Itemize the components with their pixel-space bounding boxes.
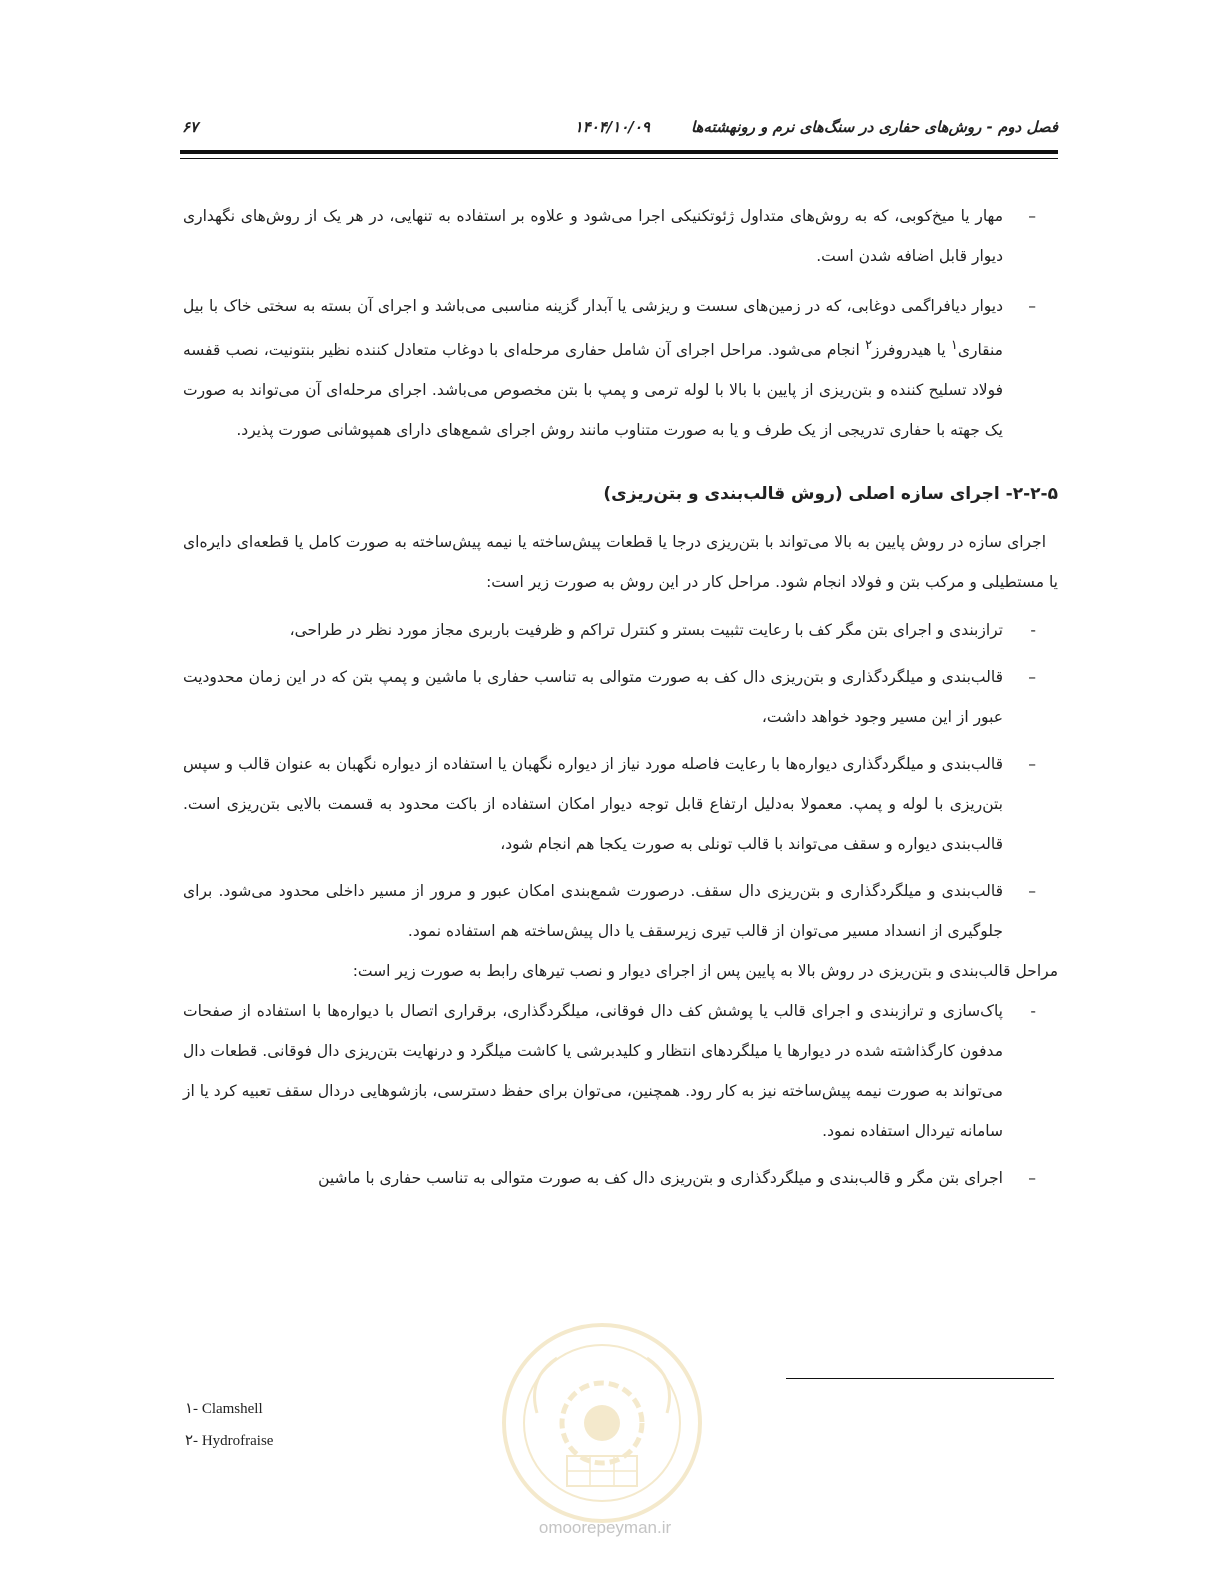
header-date: ۱۴۰۴/۱۰/۰۹ xyxy=(574,118,650,136)
seal-logo-icon xyxy=(497,1318,707,1528)
footnotes xyxy=(185,1393,273,1457)
list-item-text: قالب‌بندی و میلگردگذاری و بتن‌ریزی دال کف به صورت متوالی به تناسب حفاری با ماشین و پمپ بتن که در این زمان محدودیت عبور از این مسیر وجود خواهد داشت، xyxy=(183,668,1003,727)
bullet-list-retaining xyxy=(183,196,1058,450)
footnote-text: Hydrofraise xyxy=(201,1433,274,1449)
list-item xyxy=(183,871,1058,951)
chapter-title: فصل دوم - روش‌های حفاری در سنگ‌های نرم و رونهشته‌ها xyxy=(690,118,1058,136)
running-header xyxy=(180,118,1058,148)
list-item xyxy=(183,286,1058,450)
list-item xyxy=(183,744,1058,864)
footnote-text: Clamshell xyxy=(201,1401,263,1417)
list-item-text xyxy=(183,297,1003,439)
top-down-paragraph: مراحل قالب‌بندی و بتن‌ریزی در روش بالا به پایین پس از اجرای دیوار و نصب تیرهای رابط به صورت زیر است: xyxy=(352,962,1058,981)
list-item-text: مهار یا میخ‌کوبی، که به روش‌های متداول ژئوتکنیکی اجرا می‌شود و علاوه بر استفاده به تنهایی، در هر یک از روش‌های نگهداری دیوار قابل اضافه شدن است. xyxy=(183,207,1003,265)
dash-bullet: - xyxy=(1030,621,1036,640)
list-item-text-part: یا هیدروفرز xyxy=(872,341,951,360)
dash-bullet: – xyxy=(1028,882,1036,901)
footnote-ref-2: ۲ xyxy=(865,338,872,353)
footnote-marker: ۲- xyxy=(185,1433,199,1449)
list-item xyxy=(183,1158,1058,1198)
dash-bullet: – xyxy=(1028,1169,1036,1188)
bullet-list-bottom-up xyxy=(183,610,1058,951)
intro-paragraph: اجرای سازه در روش پایین به بالا می‌تواند با بتن‌ریزی درجا یا قطعات پیش‌ساخته یا نیمه پیش‌ساخته به صورت کامل یا قطعه‌ای دایره‌ای یا مستطیلی و مرکب بتن و فولاد انجام شود. مراحل کار در این روش به صورت زیر است: xyxy=(183,533,1058,592)
dash-bullet: – xyxy=(1028,755,1036,774)
page-number: ۶۷ xyxy=(182,118,199,136)
header-rule-thin xyxy=(180,158,1058,159)
header-rule-thick xyxy=(180,150,1058,154)
list-item-text: پاک‌سازی و ترازبندی و اجرای قالب یا پوشش کف دال فوقانی، میلگردگذاری، برقراری اتصال با دیواره‌ها با استفاده از صفحات مدفون کارگذاشته شده در دیوارها یا میلگردهای انتظار و کلیدبرشی یا کاشت میلگرد و درنهایت بتن‌ریزی دال فوقانی. قطعات دال می‌تواند به صورت نیمه پیش‌ساخته نیز به کار رود. همچنین، می‌توان برای حفظ دسترسی، بازشوهایی دردال سقف تعبیه کرد یا از سامانه تیردال استفاده نمود. xyxy=(183,1002,1003,1141)
list-item-text: اجرای بتن مگر و قالب‌بندی و میلگردگذاری و بتن‌ریزی دال کف به صورت متوالی به تناسب حفاری با ماشین xyxy=(318,1169,1003,1188)
dash-bullet: – xyxy=(1028,297,1036,315)
list-item-text-part: انجام می‌شود. مراحل اجرای آن شامل حفاری مرحله‌ای با دوغاب متعادل کننده نظیر بنتونیت، نصب قفسه فولاد تسلیح کننده و بتن‌ریزی از پایین با بالا با لوله ترمی و پمپ با بتن مخصوص می‌باشد. اجرای مرحله‌ای آن می‌تواند به صورت یک جهته با حفاری تدریجی از یک طرف و یا به صورت متناوب مانند روش اجرای شمع‌های دارای همپوشانی صورت پذیرد. xyxy=(183,341,1003,440)
list-item xyxy=(183,991,1058,1151)
list-item-text: قالب‌بندی و میلگردگذاری دیواره‌ها با رعایت فاصله مورد نیاز از دیواره نگهبان یا استفاده از دیواره نگهبان به عنوان قالب و سپس بتن‌ریزی با لوله و پمپ. معمولا به‌دلیل ارتفاع قابل توجه دیوار امکان استفاده از باکت محدود به قسمت بالایی بتن‌ریزی است. قالب‌بندی دیواره و سقف می‌تواند با قالب تونلی به صورت یکجا هم انجام شود، xyxy=(183,755,1003,854)
list-item-text: قالب‌بندی و میلگردگذاری و بتن‌ریزی دال سقف. درصورت شمع‌بندی امکان عبور و مرور از مسیر داخلی محدود می‌شود. برای جلوگیری از انسداد مسیر می‌توان از قالب تیری زیرسقف یا دال پیش‌ساخته هم استفاده نمود. xyxy=(183,882,1003,941)
list-item-text-part: دیوار دیافراگمی دوغابی، که در زمین‌های سست و ریزشی یا آبدار گزینه مناسبی می‌باشد و اجرای آن بسته به سختی خاک با بیل منقاری xyxy=(183,297,1003,360)
list-item xyxy=(183,610,1058,650)
list-item xyxy=(183,196,1058,276)
watermark-url: omoorepeyman.ir xyxy=(538,1518,672,1537)
footnote-rule xyxy=(786,1378,1054,1379)
body-content xyxy=(183,196,1058,1198)
list-item xyxy=(183,657,1058,737)
footnote-marker: ۱- xyxy=(185,1401,199,1417)
footnote-2 xyxy=(185,1425,273,1457)
bullet-list-top-down xyxy=(183,991,1058,1198)
dash-bullet: – xyxy=(1028,668,1036,687)
list-item-text: ترازبندی و اجرای بتن مگر کف با رعایت تثبیت بستر و کنترل تراکم و ظرفیت باربری مجاز مورد نظر در طراحی، xyxy=(289,621,1003,640)
dash-bullet: - xyxy=(1030,1002,1036,1021)
footnote-ref-1: ۱ xyxy=(950,338,958,353)
footnote-1 xyxy=(185,1393,273,1425)
dash-bullet: – xyxy=(1028,207,1036,225)
section-heading: ۲-۲-۵- اجرای سازه اصلی (روش قالب‌بندی و بتن‌ریزی) xyxy=(603,484,1058,505)
